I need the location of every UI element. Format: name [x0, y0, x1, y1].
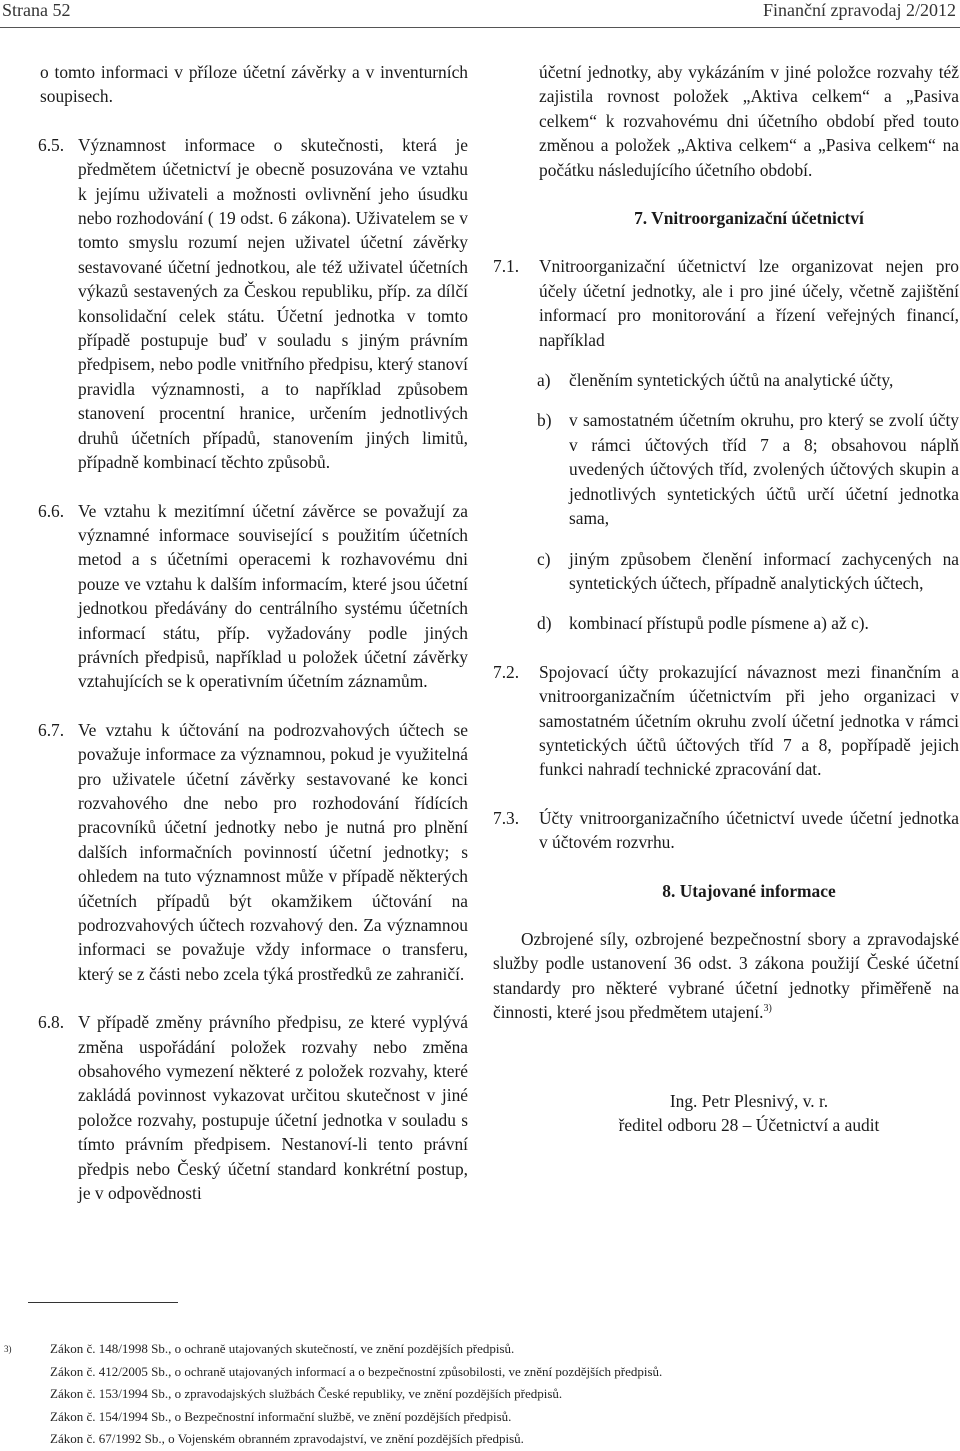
item-7-1 — [493, 254, 959, 352]
item-6-5 — [38, 133, 468, 475]
list-text: členěním syntetických účtů na analytické účty, — [569, 370, 894, 391]
intro-paragraph: o tomto informaci v příloze účetní závěrky a v inventurních soupisech. — [40, 62, 468, 107]
list-item-d — [493, 611, 959, 635]
item-number: 7.3. — [493, 807, 520, 828]
list-letter: b) — [537, 410, 552, 431]
list-letter: a) — [537, 370, 551, 391]
list-text: kombinací přístupů podle písmene a) až c). — [569, 613, 869, 634]
list-text: v samostatném účetním okruhu, pro který se zvolí účty v rámci účtových tříd 7 a 8; obsahovou náplň uvedených účtových tříd, zvolených účtových skupin a jednotlivých syntetických účtů určí účetní jednotka sama, — [569, 410, 959, 529]
item-text: Ve vztahu k mezitímní účetní závěrce se považují za významné informace související s použitím účetních metod a s účetními operacemi k rozhavovému dni pouze ve vztahu k dalším informacím, které jsou účetní jednotkou předávány do centrálního systému účetních informací státu, příp. vyžadovány podle jiných právních předpisů, například u položek účetní závěrky vztahujících se k operativním účetním záznamům. — [78, 500, 468, 692]
journal-title: Finanční zpravodaj 2/2012 — [763, 0, 956, 20]
footnote-text: Zákon č. 148/1998 Sb., o ochraně utajovaných skutečností, ve znění pozdějších předpisů. — [50, 1341, 515, 1356]
footnote-divider — [28, 1302, 178, 1303]
footnote-mark: 3) — [4, 1344, 12, 1354]
item-text: Významnost informace o skutečnosti, která je předmětem účetnictví je obecně posuzována ve vztahu k jejímu uživateli a možnosti ovlivnění jeho úsudku nebo rozhodování ( 19 odst. 6 zákona). Uživatelem se v tomto smyslu rozumí nejen uživatel účetní závěrky sestavované účetní jednotkou, ale též uživatel účetních výkazů sestavených za Českou republiku, příp. za dílčí konsolidační celek státu. Účetní jednotka v tomto případě postupuje buď v souladu s jiným právním předpisem, nebo podle vnitřního předpisu, který stanoví pravidla významnosti, a to například způsobem stanovení procentní hranice, určením jednotlivých druhů účetních případů, stanovením jiných limitů, případně kombinací těchto způsobů. — [78, 134, 468, 473]
item-7-3 — [493, 806, 959, 855]
item-6-7 — [38, 718, 468, 986]
footnote-line — [4, 1383, 954, 1406]
page-number: Strana 52 — [2, 0, 71, 20]
section-7-title: 7. Vnitroorganizační účetnictví — [634, 208, 864, 229]
footnote-text: Zákon č. 67/1992 Sb., o Vojenském obranném zpravodajství, ve znění pozdějších předpisů. — [50, 1431, 524, 1446]
item-text: Účty vnitroorganizačního účetnictví uvede účetní jednotka v účtovém rozvrhu. — [539, 807, 959, 853]
footnote-line — [4, 1428, 954, 1451]
item-number: 6.8. — [38, 1012, 65, 1033]
footnote-reference: 3) — [763, 1003, 772, 1015]
section-8-text: Ozbrojené síly, ozbrojené bezpečnostní sbory a zpravodajské služby podle ustanovení 36 odst. 3 zákona použijí České účetní standardy pro některé vybrané účetní jednotky přiměřeně na činnosti, které jsou předmětem utajení. — [493, 928, 959, 1023]
item-text: Vnitroorganizační účetnictví lze organizovat nejen pro účely účetní jednotky, ale i pro jiné účely, včetně zajištění informací pro monitorování a řízení veřejných financí, například — [539, 256, 959, 350]
list-item-c — [493, 547, 959, 596]
item-number: 6.6. — [38, 500, 65, 521]
item-number: 6.5. — [38, 134, 65, 155]
section-8-paragraph — [493, 927, 959, 1025]
item-number: 7.2. — [493, 661, 520, 682]
page-header — [0, 0, 960, 30]
footnote-text: Zákon č. 153/1994 Sb., o zpravodajských službách České republiky, ve znění pozdějších předpisů. — [50, 1386, 563, 1401]
signature-name: Ing. Petr Plesnivý, v. r. — [669, 1090, 829, 1111]
section-8-title: 8. Utajované informace — [662, 880, 836, 901]
list-item-b — [493, 408, 959, 530]
footnote-line — [4, 1338, 954, 1361]
footnote-text: Zákon č. 412/2005 Sb., o ochraně utajovaných informací a o bezpečnostní způsobilosti, ve znění pozdějších předpisů. — [50, 1363, 663, 1379]
list-text: jiným způsobem členění informací zachycených na syntetických účtech, případně analytických účtech, — [569, 548, 959, 593]
item-7-2 — [493, 660, 959, 782]
footnote-line — [4, 1406, 954, 1429]
list-item-a — [493, 368, 959, 392]
item-text: Spojovací účty prokazující návaznost mezi finančním a vnitroorganizačním účetnictvím při jeho organizaci v samostatném účetním okruhu zvolí účetní jednotka v rámci syntetických účtů účtových tříd 7 a 8, popřípadě jejich funkci nahradí technické zpracování dat. — [539, 661, 959, 780]
item-6-8 — [38, 1010, 468, 1205]
list-letter: d) — [537, 613, 552, 634]
item-number: 6.7. — [38, 719, 65, 740]
item-text: V případě změny právního předpisu, ze které vyplývá změna uspořádání položek rozvahy nebo změna obsahového vymezení některé z položek rozvahy, které zakládá povinnost vykazovat určitou skutečnost v jiné položce rozvahy, postupuje účetní jednotka v souladu s tímto právním předpisem. Nestanoví-li tento právní předpis nebo Český účetní standard konkrétní postup, je v odpovědnosti — [78, 1012, 468, 1204]
item-number: 7.1. — [493, 256, 520, 277]
left-column — [38, 60, 468, 1205]
item-6-6 — [38, 499, 468, 694]
footnote-line — [4, 1361, 954, 1384]
footnote-text: Zákon č. 154/1994 Sb., o Bezpečnostní informační službě, ve znění pozdějších předpisů. — [50, 1408, 512, 1424]
footnotes — [4, 1338, 954, 1451]
right-column — [493, 60, 959, 1137]
signature-role: ředitel odboru 28 – Účetnictví a audit — [618, 1115, 880, 1135]
item-text: Ve vztahu k účtování na podrozvahových účtech se považuje informace za významnou, pokud je využitelná pro uživatele účetní závěrky sestavované ke konci rozvahového dne nebo pro rozhodování řídících pracovníků účetní jednotky nebo je nutná pro plnění dalších informačních povinností účetní jednotky; s ohledem na tuto významnost může v případě některých účetních případů být okamžikem účtování na podrozvahových účtech rozvahový den. Za významnou informaci se považuje vždy informace o transferu, který se z části nebo zcela týká prostředků ze zahraničí. — [78, 719, 468, 984]
list-letter: c) — [537, 548, 551, 569]
continuation-paragraph: účetní jednotky, aby vykázáním v jiné položce rozvahy též zajistila rovnost položek „Aktiva celkem“ a „Pasiva celkem“ k rozvahovému dni účetního období před touto změnou a položek „Aktiva celkem“ a „Pasiva celkem“ na počátku následujícího účetního období. — [539, 62, 959, 180]
header-divider — [0, 27, 960, 28]
